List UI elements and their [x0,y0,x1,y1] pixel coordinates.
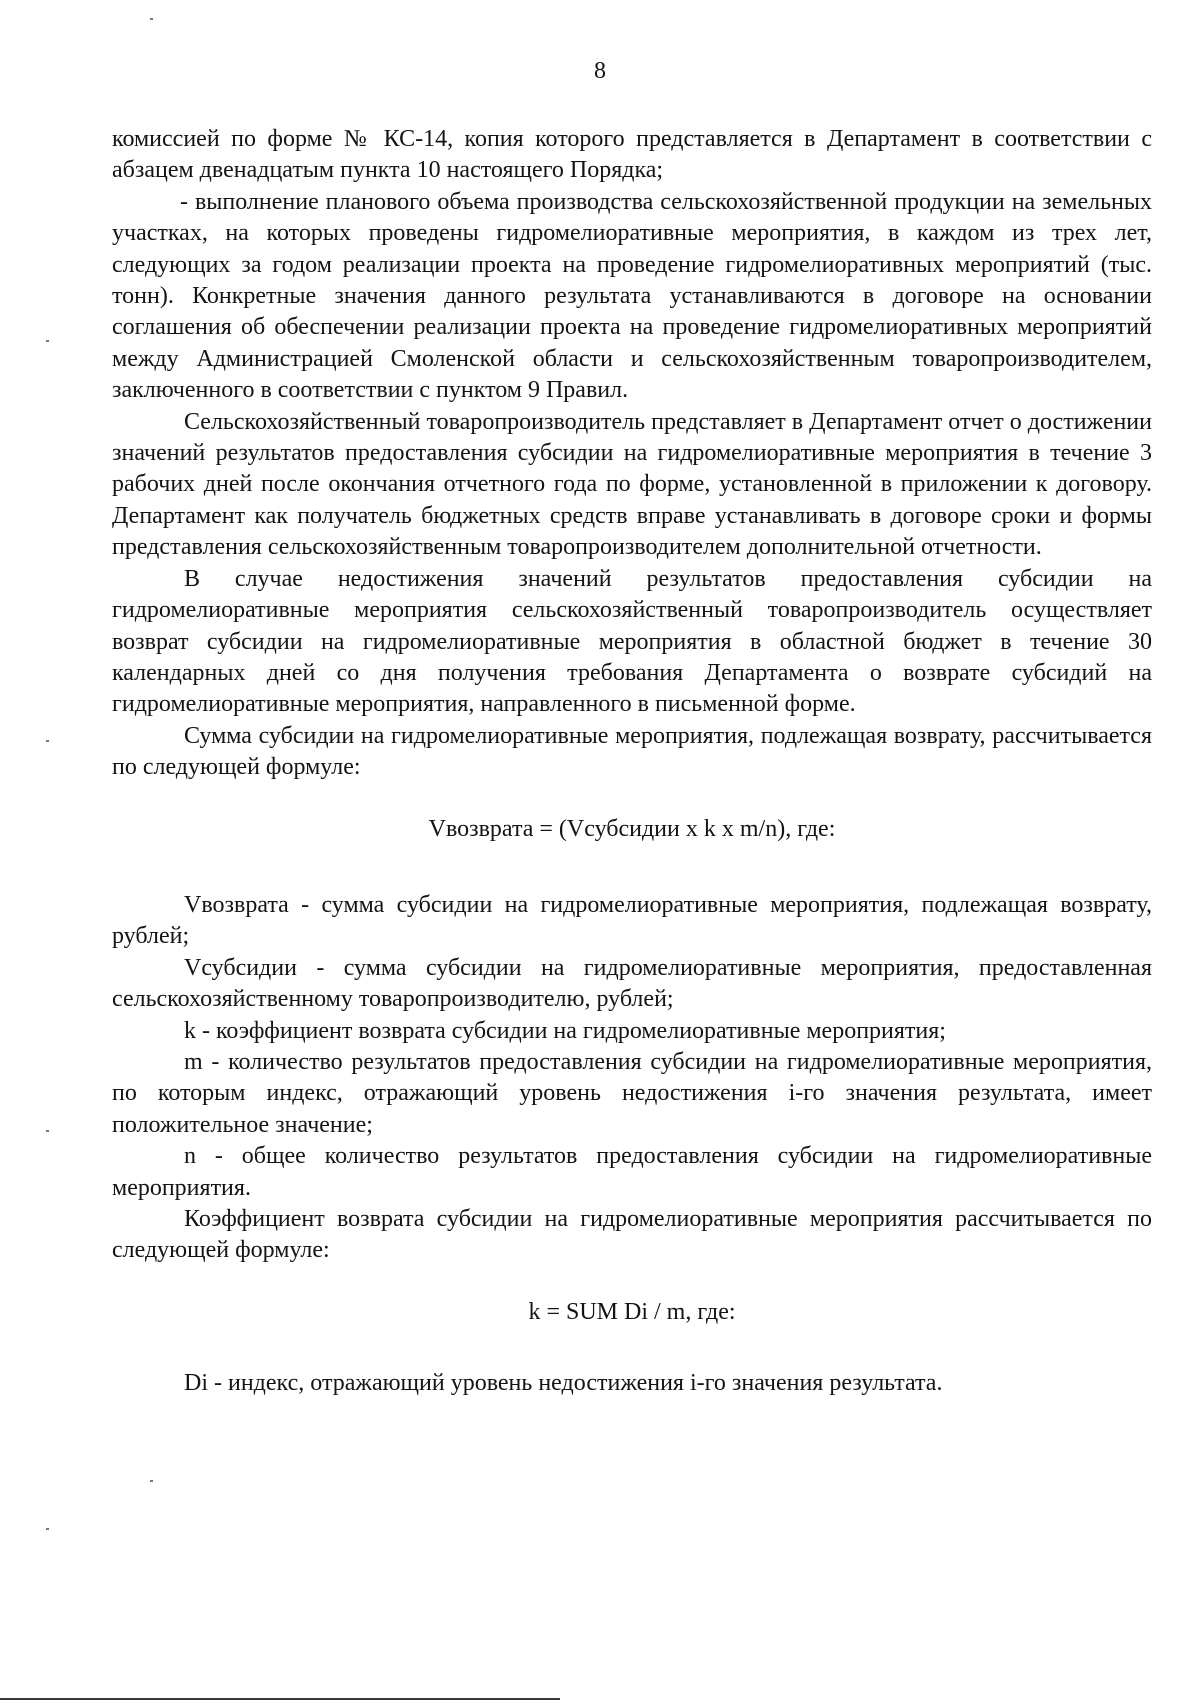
bottom-rule [0,1698,560,1700]
formula-return-amount: Vвозврата = (Vсубсидии x k x m/n), где: [428,815,836,842]
formula-coefficient: k = SUM Di / m, где: [528,1298,736,1325]
paragraph-production-volume: - выполнение планового объема производства сельскохозяйственной продукции на земельных участках, на которых проведены гидромелиоративные мероприятия, в каждом из трех лет, следующих за годом реализации проекта на проведение гидромелиоративных мероприятий (тыс. тонн). Конкретные значения данного результата устанавливаются в договоре на основании соглашения об обеспечении реализации проекта на проведение гидромелиоративных мероприятий между Администрацией Смоленской области и сельскохозяйственным товаропроизводителем, заключенного в соответствии с пунктом 9 Правил. [112,188,1152,404]
definition-n: n - общее количество результатов предоставления субсидии на гидромелиоративные мероприятия. [112,1143,1152,1201]
scan-speck [46,1528,49,1530]
scan-speck [46,340,49,342]
paragraph-continuation: комиссией по форме № КС-14, копия которого представляется в Департамент в соответствии с абзацем двенадцатым пункта 10 настоящего Порядка; [112,126,1152,184]
page-number: 8 [594,58,606,84]
paragraph-formula-intro: Сумма субсидии на гидромелиоративные мероприятия, подлежащая возврату, рассчитывается по следующей формуле: [112,722,1152,781]
definition-k: k - коэффициент возврата субсидии на гидромелиоративные мероприятия; [184,1017,946,1044]
paragraph-return: В случае недостижения значений результатов предоставления субсидии на гидромелиоративные мероприятия сельскохозяйственный товаропроизводитель осуществляет возврат субсидии на гидромелиоративные мероприятия в областной бюджет в течение 30 календарных дней со дня получения требования Департамента о возврате субсидий на гидромелиоративные мероприятия, направленного в письменной форме. [112,565,1152,718]
document-body [112,124,1152,1400]
definition-v-subsidy: Vсубсидии - сумма субсидии на гидромелиоративные мероприятия, предоставленная сельскохозяйственному товаропроизводителю, рублей; [112,954,1152,1013]
definition-v-return: Vвозврата - сумма субсидии на гидромелиоративные мероприятия, подлежащая возврату, рублей; [112,891,1152,950]
paragraph-report: Сельскохозяйственный товаропроизводитель представляет в Департамент отчет о достижении значений результатов предоставления субсидии на гидромелиоративные мероприятия в течение 3 рабочих дней после окончания отчетного года по форме, установленной в приложении к договору. Департамент как получатель бюджетных средств вправе устанавливать в договоре сроки и формы представления сельскохозяйственным товаропроизводителем дополнительной отчетности. [112,408,1152,561]
scan-speck [150,18,153,20]
definition-m: m - количество результатов предоставления субсидии на гидромелиоративные мероприятия, по которым индекс, отражающий уровень недостижения i-го значения результата, имеет положительное значение; [112,1048,1152,1138]
scan-speck [46,1130,49,1132]
definition-di: Di - индекс, отражающий уровень недостижения i-го значения результата. [184,1370,943,1397]
paragraph-coefficient-intro: Коэффициент возврата субсидии на гидромелиоративные мероприятия рассчитывается по следующей формуле: [112,1206,1152,1264]
scan-speck [150,1480,153,1482]
scan-speck [46,740,49,742]
